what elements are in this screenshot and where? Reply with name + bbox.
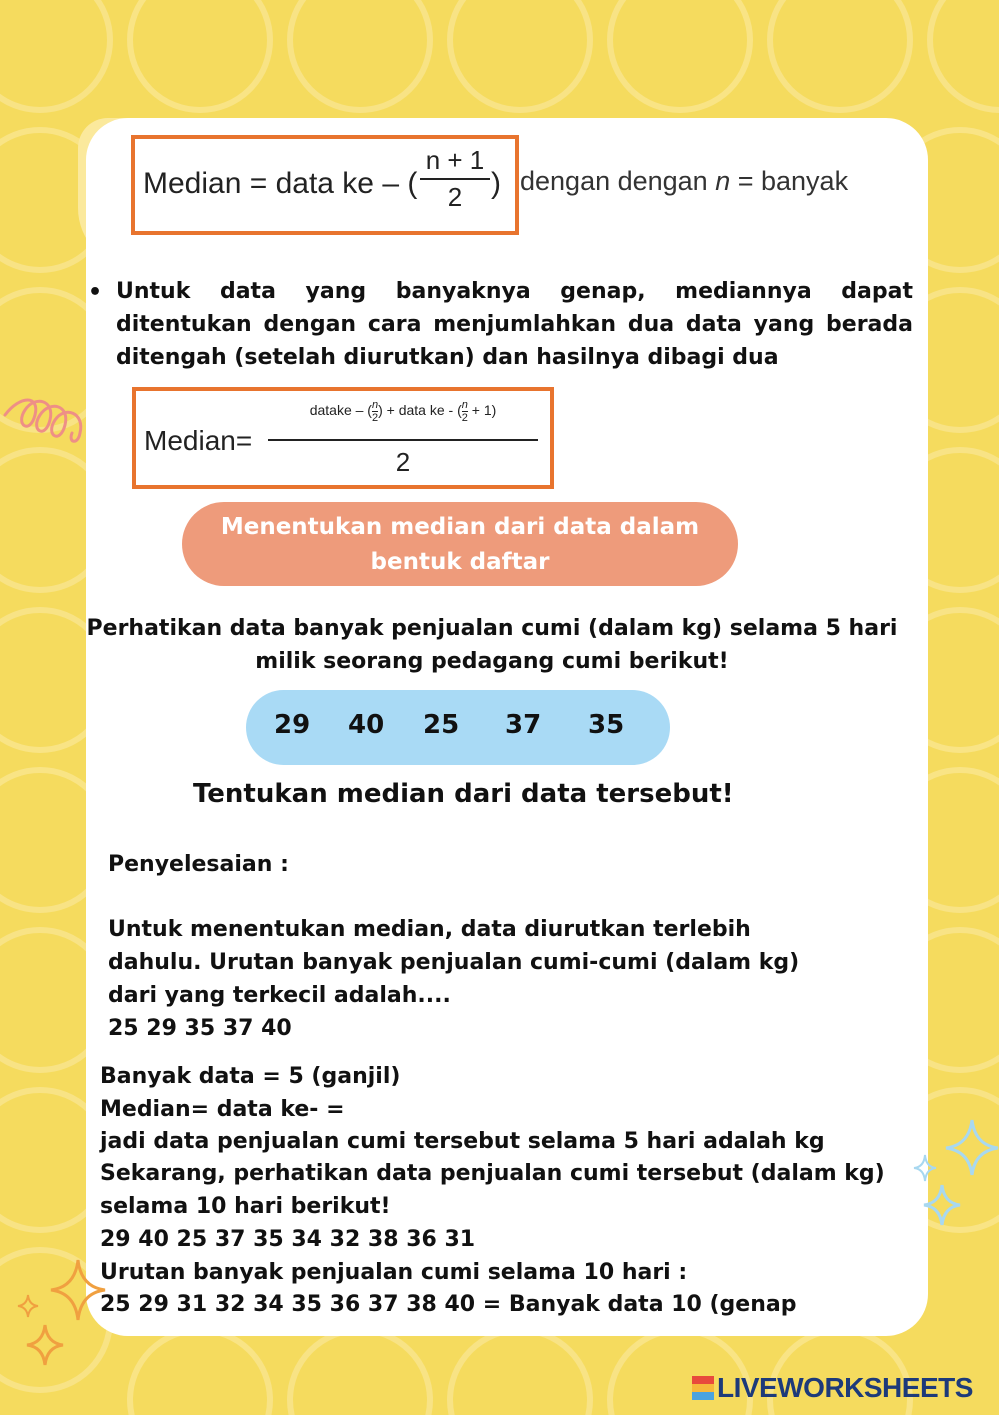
- solution-line: jadi data penjualan cumi tersebut selama 5 hari adalah kg: [100, 1129, 825, 1154]
- watermark-logo: LIVEWORKSHEETS: [692, 1372, 973, 1404]
- solution-line: Banyak data = 5 (ganjil): [100, 1064, 401, 1089]
- liveworksheets-logo-icon: [692, 1376, 714, 1400]
- intro-text: Perhatikan data banyak penjualan cumi (dalam kg) selama 5 hari milik seorang pedagang cumi berikut!: [86, 616, 898, 674]
- formula2-label: Median=: [144, 425, 253, 456]
- solution-line: Urutan banyak penjualan cumi selama 10 hari :: [100, 1260, 688, 1285]
- solution-line: dahulu. Urutan banyak penjualan cumi-cumi (dalam kg): [108, 950, 800, 975]
- section-title: Menentukan median dari data dalam bentuk daftar: [182, 502, 738, 586]
- formula-explanation: dengan dengan n = banyak: [520, 166, 849, 196]
- data-value: 35: [588, 710, 625, 740]
- sparkle-orange-icon: [10, 1255, 110, 1375]
- formula-fraction: [420, 145, 490, 213]
- data-value: 29: [274, 710, 311, 740]
- question-text: Tentukan median dari data tersebut!: [193, 779, 734, 809]
- solution-heading: Penyelesaian :: [108, 852, 289, 877]
- formula2-numerator: datake – $(\frac{n}{2})$ + data ke - $(\frac{n}{2} + 1)$: [309, 399, 497, 424]
- sparkle-icon: [910, 1115, 999, 1230]
- solution-line: Untuk menentukan median, data diurutkan terlebih: [108, 917, 751, 942]
- solution-line: Median= data ke- =: [100, 1097, 345, 1122]
- median-even-formula: [132, 387, 554, 489]
- fraction-denominator: 2: [447, 182, 463, 212]
- bullet-icon: •: [88, 280, 103, 305]
- data-value: 37: [505, 710, 542, 740]
- formula-close-paren: ): [491, 167, 501, 200]
- fraction-bar: [420, 178, 490, 180]
- small-fraction: $\frac{n}{2}$: [461, 399, 468, 424]
- formula-label: Median = data ke – (: [143, 167, 418, 200]
- solution-line: selama 10 hari berikut!: [100, 1194, 391, 1219]
- sorted-ten-day-data: 25 29 31 32 34 35 36 37 38 40 = Banyak data 10 (genap: [100, 1292, 797, 1317]
- spiral-doodle-icon: [0, 385, 110, 465]
- formula2-bar: [268, 439, 538, 441]
- fraction-numerator: n + 1: [425, 145, 485, 175]
- data-value: 25: [423, 710, 460, 740]
- formula2-denominator: 2: [395, 447, 411, 477]
- sorted-data: 25 29 35 37 40: [108, 1016, 292, 1041]
- even-median-description: Untuk data yang banyaknya genap, mediannya dapat ditentukan dengan cara menjumlahkan dua data yang berada ditengah (setelah diurutkan) dan hasilnya dibagi dua: [116, 279, 913, 370]
- median-odd-formula: [131, 135, 519, 235]
- ten-day-data: 29 40 25 37 35 34 32 38 36 31: [100, 1227, 476, 1252]
- solution-line: dari yang terkecil adalah....: [108, 983, 451, 1008]
- data-values-pill: [246, 690, 670, 765]
- data-value: 40: [348, 710, 385, 740]
- small-fraction: $\frac{n}{2}$: [371, 399, 379, 424]
- solution-line: Sekarang, perhatikan data penjualan cumi tersebut (dalam kg): [100, 1161, 885, 1186]
